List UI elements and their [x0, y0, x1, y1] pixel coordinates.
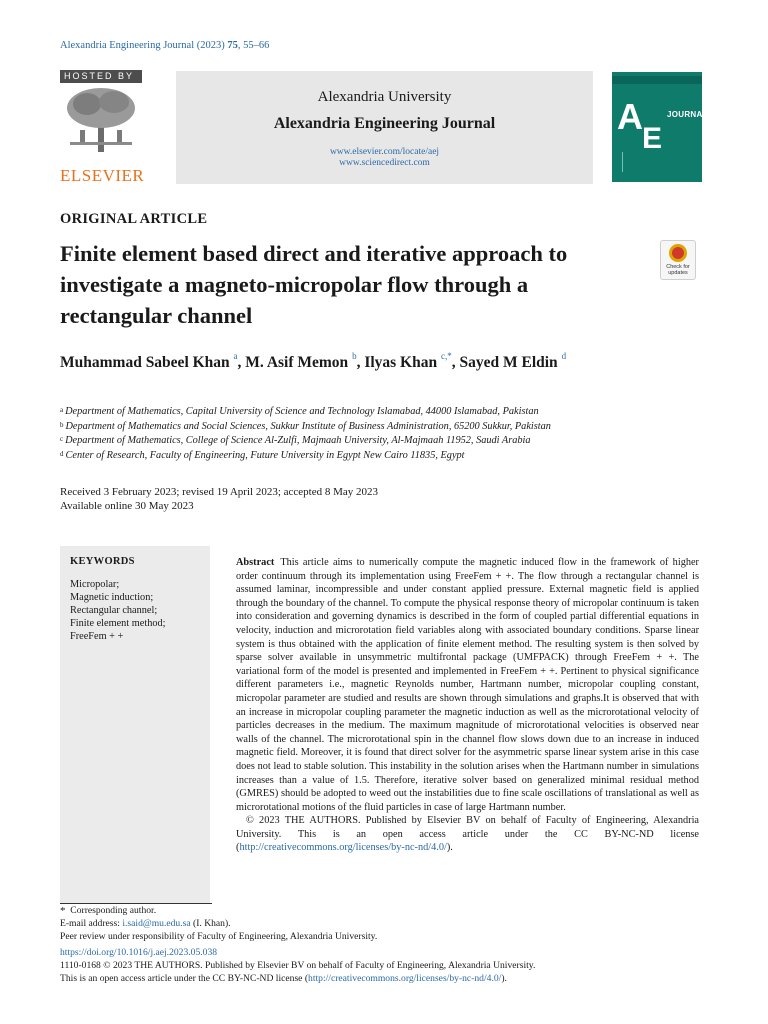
- author-list: Muhammad Sabeel Khan $^a$, M. Asif Memon $^b$, Ilyas Khan $^{c,*}$, Sayed M Eldin $^d$: [60, 351, 567, 371]
- article-title: Finite element based direct and iterative approach to investigate a magneto-micropolar flow through a rectangular channel: [60, 241, 568, 328]
- license-line-text: This is an open access article under the CC BY-NC-ND license (: [60, 972, 309, 984]
- elsevier-tree-icon: [62, 86, 140, 156]
- email-label: E-mail address:: [60, 917, 123, 929]
- corresponding-note: [60, 905, 535, 918]
- journal-name: Alexandria Engineering Journal: [273, 115, 496, 132]
- citation-pages: , 55–66: [237, 40, 270, 51]
- journal-banner: [176, 71, 593, 184]
- cover-letter-a: A: [617, 96, 643, 137]
- abstract-section: [236, 556, 699, 855]
- issn-line: 1110-0168 © 2023 THE AUTHORS. Published by Elsevier BV on behalf of Faculty of Engineering, Alexandria University.: [60, 960, 536, 972]
- affiliation-item: [60, 405, 551, 420]
- copyright-text: © 2023 THE AUTHORS. Published by Elsevier BV on behalf of Faculty of Engineering, Alexandria University. This is an open access article under the CC BY-NC-ND license (: [236, 815, 699, 854]
- affiliation-text: Center of Research, Faculty of Engineering, Future University in Egypt New Cairo 11835, Egypt: [65, 449, 465, 461]
- footnotes: [60, 905, 535, 986]
- abstract-label: Abstract: [236, 557, 275, 568]
- affiliation-list: [60, 405, 551, 463]
- check-updates-label: Check for updates: [666, 264, 690, 276]
- abstract-copyright: [236, 814, 699, 855]
- asterisk-marker: *: [60, 905, 66, 917]
- email-line: [60, 918, 535, 931]
- footer-license-link[interactable]: http://creativecommons.org/licenses/by-nc-nd/4.0/: [308, 972, 502, 984]
- affiliation-marker: d: [60, 449, 64, 458]
- author-affil-link[interactable]: d: [561, 351, 567, 361]
- abstract-text: This article aims to numerically compute the magnetic induced flow in the framework of higher order continuum through its implementation using FreeFem + +. The flow through a rectangular channel is assumed laminar, incompressible and under constant applied pressure. External magnetic field is applied through the boundary of the channel. To compute the physical response theory of micropolar continuum is taken into consideration and governing dynamics is described in the form of coupled partial differential equations in velocity, induction and microrotation field variables along with associated boundary conditions. Sparse linear system is thus obtained with the application of finite element method. The resulting system is then solved by sparse solver available in unsymmetric multifrontal package (UMFPACK) through FreeFem + +. The variational form of the model is presented and implemented in FreeFem + +. Pertinent to physical significance different parameters i.e., magnetic Reynolds number, Hartmann number, micropolar coupling constant, micropolar parameter are studied and results are shown through simulations and graphs.It is observed that with an increase in micropolar coupling parameter the magnetic induction as well as the microrotational velocity of particles decreases in the medium. The maximum magnitude of microrotational velocities is observed near walls of the channel. The microrotational spin in the channel flow slows down due to an increase in induced magnetic field. Moreover, it is found that direct solver for the asymmetric sparse linear system arise in this case does not lead to stable solution. This instability in the solution arises when the Hartmann number in simulations increases than a value of 1.5. Therefore, iterative solver based on generalized minimal residual method (GMRES) should be adopted to weed out the instabilities due to fine scale oscillations of translational as well as microrotational motions of the fluid particles in case of large Hartmann number.: [236, 557, 699, 813]
- author-name: Muhammad Sabeel Khan: [60, 354, 230, 371]
- keyword-item: Micropolar;: [70, 579, 120, 590]
- cover-letter-j: E: [642, 122, 663, 155]
- peer-review-note: Peer review under responsibility of Faculty of Engineering, Alexandria University.: [60, 930, 378, 942]
- citation-prefix: Alexandria Engineering Journal (2023): [60, 40, 228, 51]
- author-affil-link[interactable]: c,*: [440, 351, 452, 361]
- cover-title: JOURNAL: [667, 110, 708, 119]
- journal-cover-image: [612, 72, 708, 182]
- journal-link-sciencedirect[interactable]: www.sciencedirect.com: [339, 158, 430, 168]
- copyright-end: ).: [446, 842, 453, 854]
- check-updates-icon: [669, 244, 687, 262]
- journal-links: [176, 147, 593, 169]
- footnote-divider: [60, 903, 212, 904]
- article-type: ORIGINAL ARTICLE: [60, 211, 208, 227]
- affiliation-text: Department of Mathematics, College of Science Al-Zulfi, Majmaah University, Al-Majmaah 11952, Saudi Arabia: [65, 435, 531, 446]
- keyword-item: Magnetic induction;: [70, 592, 154, 603]
- doi-link[interactable]: https://doi.org/10.1016/j.aej.2023.05.038: [60, 947, 218, 959]
- hosted-by-label: HOSTED BY: [60, 70, 142, 83]
- check-for-updates-badge[interactable]: [660, 240, 696, 280]
- university-name: Alexandria University: [317, 89, 452, 105]
- affiliation-text: Department of Mathematics, Capital University of Science and Technology Islamabad, 44000 Islamabad, Pakistan: [65, 406, 539, 417]
- online-date: Available online 30 May 2023: [60, 500, 194, 512]
- affiliation-marker: a: [60, 406, 64, 414]
- keyword-item: FreeFem + +: [70, 631, 124, 642]
- elsevier-logo: ELSEVIER: [60, 166, 145, 185]
- affiliation-marker: c: [60, 435, 64, 443]
- keyword-item: Rectangular channel;: [70, 605, 158, 616]
- abstract-body: [236, 556, 699, 814]
- author-affil-link[interactable]: a: [233, 351, 238, 361]
- keyword-item: Finite element method;: [70, 618, 166, 629]
- cover-decoration: [622, 152, 642, 172]
- email-owner: (I. Khan).: [190, 917, 231, 929]
- license-line: [60, 973, 535, 986]
- affiliation-text: Department of Mathematics and Social Sciences, Sukkur Institute of Business Administration, 65200 Sukkur, Pakistan: [65, 420, 551, 432]
- cover-strip: [612, 76, 702, 84]
- corresponding-text: Corresponding author.: [70, 905, 157, 916]
- affiliation-item: [60, 420, 551, 435]
- author-name: Ilyas Khan: [364, 354, 438, 371]
- received-dates: Received 3 February 2023; revised 19 April 2023; accepted 8 May 2023: [60, 486, 379, 498]
- author-affil-link[interactable]: b: [352, 351, 357, 361]
- license-link[interactable]: http://creativecommons.org/licenses/by-nc-nd/4.0/: [239, 842, 447, 854]
- affiliation-marker: b: [60, 420, 64, 429]
- affiliation-item: [60, 434, 551, 449]
- author-name: M. Asif Memon: [245, 354, 349, 371]
- affiliation-item: [60, 449, 551, 464]
- keywords-heading: KEYWORDS: [70, 556, 135, 567]
- journal-header: [60, 70, 708, 185]
- email-link[interactable]: i.said@mu.edu.sa: [122, 917, 191, 929]
- article-dates: [60, 485, 378, 513]
- keywords-box: [60, 546, 210, 903]
- citation-volume: 75: [227, 40, 238, 51]
- journal-link-elsevier[interactable]: www.elsevier.com/locate/aej: [329, 147, 440, 157]
- author-name: Sayed M Eldin: [459, 354, 558, 371]
- journal-citation[interactable]: [60, 40, 269, 51]
- license-line-end: ).: [501, 972, 507, 984]
